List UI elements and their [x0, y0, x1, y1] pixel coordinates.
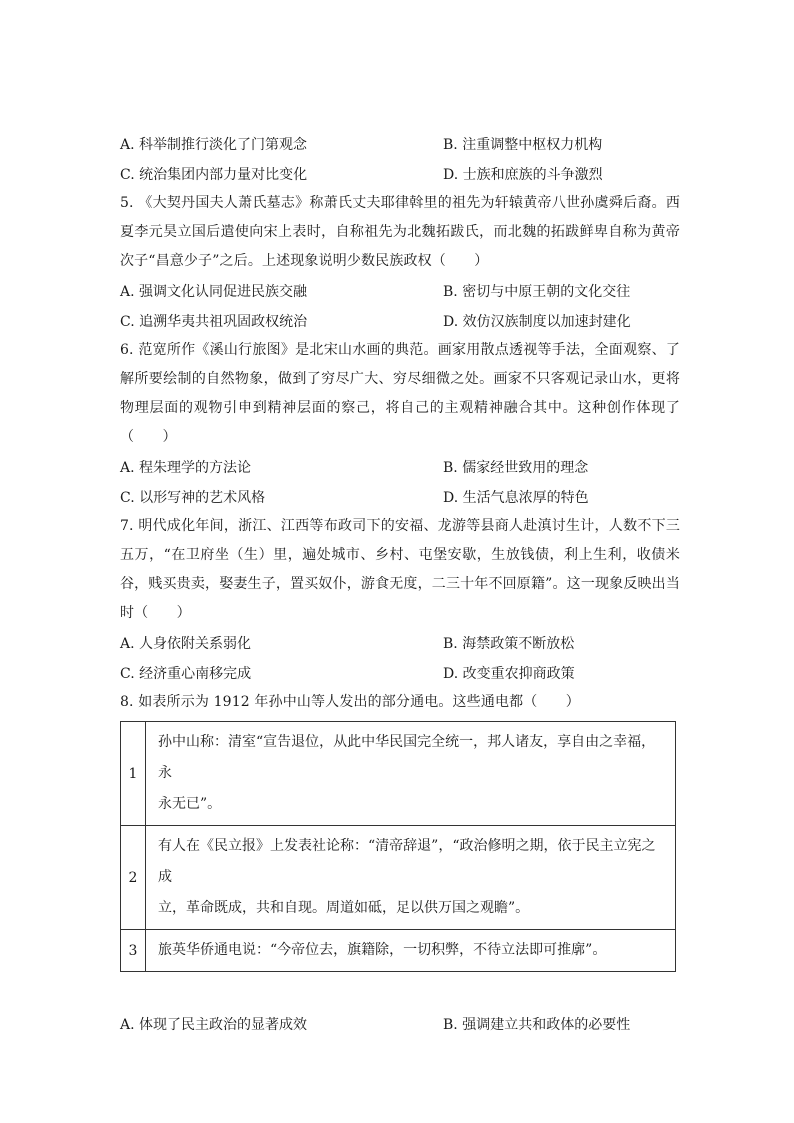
table-row-text-line-2: 永无已”。 — [158, 796, 222, 812]
q8-options-row-1 — [120, 1009, 680, 1039]
q6-option-a[interactable]: A. 程朱理学的方法论 — [120, 460, 252, 476]
table-row-text-line-1: 有人在《民立报》上发表社论称：“清帝辞退”，“政治修明之期，依于民主立宪之成 — [158, 838, 656, 885]
q8-option-a[interactable]: A. 体现了民主政治的显著成效 — [120, 1017, 308, 1033]
q4-option-a[interactable]: A. 科举制推行淡化了门第观念 — [120, 137, 308, 153]
q7-option-d[interactable]: D. 改变重农抑商政策 — [443, 666, 575, 682]
q7-option-a[interactable]: A. 人身依附关系弱化 — [120, 636, 252, 652]
table-row-text-line-2: 立，革命既成，共和自现。周道如砥，足以供万国之观瞻”。 — [158, 900, 530, 916]
table-row-text-line-1: 旅英华侨通电说：“今帝位去，旗籍除，一切积弊，不待立法即可推廓”。 — [158, 942, 607, 958]
q6-stem-line-3: 物理层面的观物引申到精神层面的察己，将自己的主观精神融合其中。这种创作体现了 — [120, 400, 680, 416]
table-row-text — [146, 826, 676, 930]
table-row — [121, 930, 676, 972]
table-row — [121, 826, 676, 930]
q7-option-c[interactable]: C. 经济重心南移完成 — [120, 666, 252, 682]
q8-telegram-table — [120, 721, 676, 972]
q4-options-row-1 — [120, 129, 680, 159]
q7-stem-line-2: 五万，“在卫府坐（生）里，遍处城市、乡村、屯堡安歇，生放钱债，利上生利，收债米 — [120, 547, 680, 563]
q5-stem-line-3: 次子“昌意少子”之后。上述现象说明少数民族政权（ ） — [120, 253, 489, 269]
q4-option-d[interactable]: D. 士族和庶族的斗争激烈 — [443, 167, 603, 183]
q5-options-row-2 — [120, 306, 680, 336]
page-content — [120, 129, 680, 1039]
table-row-number: 2 — [121, 826, 146, 930]
q5-stem-line-2: 夏李元昊立国后遣使向宋上表时，自称祖先为北魏拓跋氏，而北魏的拓跋鲜卑自称为黄帝 — [120, 224, 680, 240]
q6-stem-line-4: （ ） — [120, 429, 177, 445]
q7-option-b[interactable]: B. 海禁政策不断放松 — [443, 636, 575, 652]
table-row — [121, 722, 676, 826]
q6-stem-line-2: 解所要绘制的自然物象，做到了穷尽广大、穷尽细微之处。画家不只客观记录山水，更将 — [120, 371, 680, 387]
q5-options-row-1 — [120, 276, 680, 306]
q6-stem-line-1: 6. 范宽所作《溪山行旅图》是北宋山水画的典范。画家用散点透视等手法，全面观察、了 — [120, 342, 680, 358]
q6-options-row-2 — [120, 482, 680, 512]
q8-option-b[interactable]: B. 强调建立共和政体的必要性 — [443, 1017, 631, 1033]
q6-options-row-1 — [120, 452, 680, 482]
q6-option-c[interactable]: C. 以形写神的艺术风格 — [120, 490, 266, 506]
q4-options-row-2 — [120, 159, 680, 189]
table-row-text — [146, 930, 676, 972]
q8-stem-line-1: 8. 如表所示为 1912 年孙中山等人发出的部分通电。这些通电都（ ） — [120, 694, 580, 710]
q5-option-a[interactable]: A. 强调文化认同促进民族交融 — [120, 284, 308, 300]
q4-option-b[interactable]: B. 注重调整中枢权力机构 — [443, 137, 603, 153]
q7-stem-line-3: 谷，贱买贵卖，娶妻生子，置买奴仆，游食无度，二三十年不回原籍”。这一现象反映出当 — [120, 576, 680, 592]
q5-stem-line-1: 5. 《大契丹国夫人萧氏墓志》称萧氏丈夫耶律斡里的祖先为轩辕黄帝八世孙虞舜后裔。西 — [120, 195, 680, 211]
table-row-number: 3 — [121, 930, 146, 972]
table-row-text-line-1: 孙中山称：清室“宣告退位，从此中华民国完全统一，邦人诸友，享自由之幸福，永 — [158, 734, 656, 781]
q6-option-d[interactable]: D. 生活气息浓厚的特色 — [443, 490, 589, 506]
table-row-text — [146, 722, 676, 826]
q5-option-c[interactable]: C. 追溯华夷共祖巩固政权统治 — [120, 314, 308, 330]
q4-option-c[interactable]: C. 统治集团内部力量对比变化 — [120, 167, 308, 183]
q6-option-b[interactable]: B. 儒家经世致用的理念 — [443, 460, 589, 476]
q7-stem-line-4: 时（ ） — [120, 605, 191, 621]
q7-options-row-2 — [120, 658, 680, 688]
q5-option-b[interactable]: B. 密切与中原王朝的文化交往 — [443, 284, 631, 300]
q7-stem-line-1: 7. 明代成化年间，浙江、江西等布政司下的安福、龙游等县商人赴滇讨生计，人数不下三 — [120, 518, 680, 534]
table-row-number: 1 — [121, 722, 146, 826]
q5-option-d[interactable]: D. 效仿汉族制度以加速封建化 — [443, 314, 631, 330]
q7-options-row-1 — [120, 628, 680, 658]
